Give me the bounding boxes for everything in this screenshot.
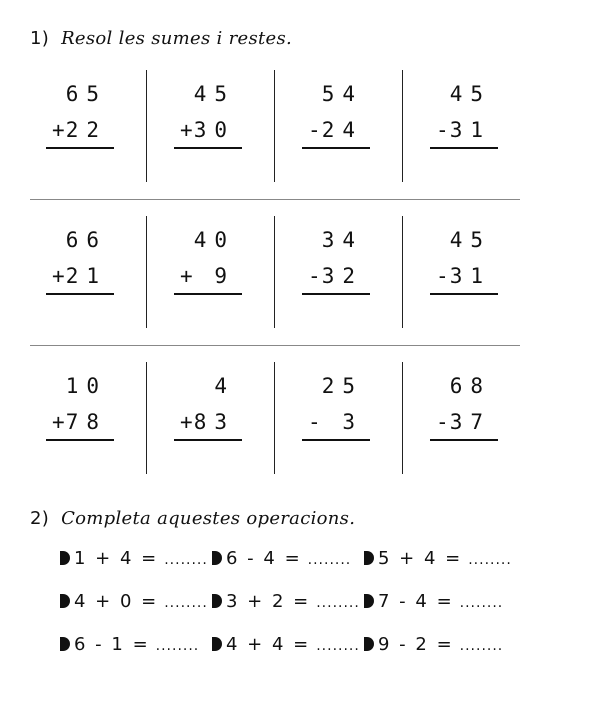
problem-cell [148,216,273,324]
answer-line [46,293,114,295]
problem-cell [276,362,401,470]
bullet-icon [60,637,70,651]
problem-cell [20,362,145,470]
problem-cell [404,362,529,470]
section-1-title: Resol les sumes i restes. [61,28,293,49]
column-divider [146,362,147,474]
problem-cell [404,70,529,178]
problem-operator: - [436,118,449,142]
operation-expression: 5 + 4 = [378,548,463,569]
problem-bottom-number: 22 [65,118,107,142]
problem-top-number: 40 [193,228,235,252]
problem-cell [148,70,273,178]
problem-top-number: 54 [321,82,363,106]
problem-operator: - [308,410,321,434]
bullet-icon [60,594,70,608]
problem-operator: - [436,410,449,434]
operation-expression: 1 + 4 = [74,548,159,569]
problem-operator: + [52,118,65,142]
problem-bottom-number: 24 [321,118,363,142]
problem-bottom-number: 3 [321,410,363,434]
problem-cell [20,70,145,178]
operation-expression: 6 - 4 = [226,548,302,569]
column-divider [274,70,275,182]
problem-bottom-number: 83 [193,410,235,434]
operation-item [212,634,360,655]
answer-line [302,293,370,295]
bullet-icon [212,637,222,651]
problem-bottom-number: 9 [193,264,235,288]
answer-blank[interactable]: ........ [164,595,208,611]
row-divider [30,345,520,346]
problem-cell [276,216,401,324]
problem-top-number: 10 [65,374,107,398]
problem-bottom-number: 30 [193,118,235,142]
answer-line [430,293,498,295]
problem-operator: + [180,264,193,288]
problem-top-number: 4 [193,374,235,398]
column-divider [146,70,147,182]
problem-top-number: 65 [65,82,107,106]
problem-cell [404,216,529,324]
answer-blank[interactable]: ........ [459,595,504,611]
answer-line [430,439,498,441]
section-2-heading [30,508,355,529]
bullet-icon [364,594,374,608]
answer-blank[interactable]: ........ [316,638,360,654]
bullet-icon [212,551,222,565]
operation-expression: 9 - 2 = [378,634,454,655]
problem-bottom-number: 21 [65,264,107,288]
problem-operator: + [180,118,193,142]
section-2-number: 2) [30,508,50,529]
problem-operator: + [52,410,65,434]
answer-blank[interactable]: ........ [307,552,352,568]
column-divider [402,362,403,474]
operation-item [364,548,512,569]
answer-line [430,147,498,149]
operation-item [364,591,503,612]
problem-cell [20,216,145,324]
problem-top-number: 25 [321,374,363,398]
problem-bottom-number: 32 [321,264,363,288]
answer-line [174,293,242,295]
answer-blank[interactable]: ........ [316,595,360,611]
problem-top-number: 45 [193,82,235,106]
answer-line [46,147,114,149]
problem-operator: - [308,264,321,288]
column-divider [146,216,147,328]
operation-expression: 4 + 4 = [226,634,311,655]
operation-expression: 3 + 2 = [226,591,311,612]
operation-expression: 4 + 0 = [74,591,159,612]
problem-top-number: 45 [449,228,491,252]
problem-top-number: 34 [321,228,363,252]
answer-line [302,439,370,441]
answer-blank[interactable]: ........ [164,552,208,568]
bullet-icon [212,594,222,608]
column-divider [402,216,403,328]
problem-operator: + [52,264,65,288]
answer-line [46,439,114,441]
answer-line [174,439,242,441]
bullet-icon [60,551,70,565]
operation-expression: 6 - 1 = [74,634,150,655]
problem-top-number: 45 [449,82,491,106]
section-2-title: Completa aquestes operacions. [61,508,356,529]
answer-blank[interactable]: ........ [459,638,504,654]
problem-operator: - [436,264,449,288]
operation-item [60,548,208,569]
bullet-icon [364,637,374,651]
problem-bottom-number: 31 [449,264,491,288]
operation-item [212,591,360,612]
problem-top-number: 68 [449,374,491,398]
operation-item [60,634,199,655]
answer-line [302,147,370,149]
operation-expression: 7 - 4 = [378,591,454,612]
problem-cell [276,70,401,178]
column-divider [402,70,403,182]
column-divider [274,216,275,328]
section-1-number: 1) [30,28,50,49]
row-divider [30,199,520,200]
problem-top-number: 66 [65,228,107,252]
operation-item [60,591,208,612]
problem-operator: - [308,118,321,142]
problem-cell [148,362,273,470]
bullet-icon [364,551,374,565]
operation-item [364,634,503,655]
answer-blank[interactable]: ........ [468,552,512,568]
section-1-heading [30,28,292,49]
problem-bottom-number: 37 [449,410,491,434]
answer-blank[interactable]: ........ [155,638,200,654]
problem-bottom-number: 78 [65,410,107,434]
operation-item [212,548,351,569]
problem-bottom-number: 31 [449,118,491,142]
column-divider [274,362,275,474]
problem-operator: + [180,410,193,434]
answer-line [174,147,242,149]
sums-grid [20,70,520,475]
